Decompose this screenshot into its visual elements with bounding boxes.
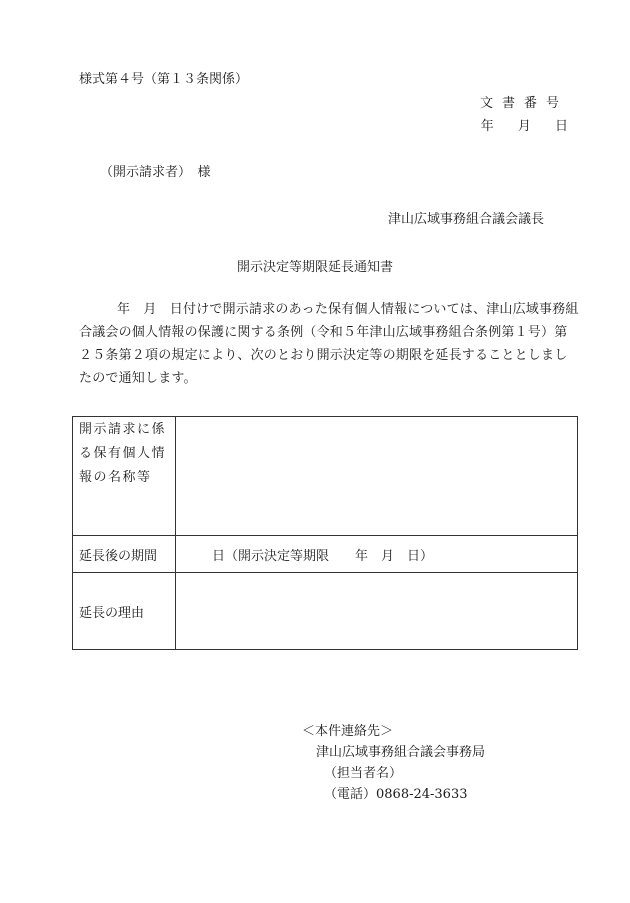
document-title: 開示決定等期限延長通知書: [236, 260, 393, 275]
table-row: [73, 536, 578, 573]
document-date-label: 年 月 日: [480, 119, 568, 134]
document-number-label: 文書番号: [479, 96, 568, 111]
extension-period-label: 延長後の期間: [73, 536, 176, 573]
extension-period-value: 日（開示決定等期限 年 月 日）: [212, 548, 434, 564]
contact-heading: ＜本件連絡先＞: [302, 724, 394, 739]
contact-org: 津山広域事務組合議会事務局: [316, 745, 486, 760]
extension-reason-value: [176, 573, 578, 650]
contact-block: [302, 721, 485, 805]
info-name-value: [176, 417, 578, 536]
sender: 津山広域事務組合議会議長: [387, 212, 544, 227]
recipient: （開示請求者） 様: [100, 165, 211, 180]
body-text: 年 月 日付けで開示請求のあった保有個人情報については、津山広域事務組合議会の個人情報の保護に関する条例（令和５年津山広域事務組合条例第１号）第２５条第２項の規定により、次のとおり開示決定等の期限を延長することとしましたので通知します。: [79, 302, 579, 386]
extension-reason-label: 延長の理由: [73, 573, 176, 650]
extension-period-cell: [176, 536, 578, 573]
contact-phone: （電話）0868-24-3633: [324, 787, 468, 802]
table-row: [73, 573, 578, 650]
table-row: [73, 417, 578, 536]
contact-person: （担当者名）: [324, 766, 403, 781]
info-name-label: 開示請求に係る保有個人情報の名称等: [73, 417, 176, 536]
info-table: [72, 416, 578, 650]
form-number: 様式第４号（第１３条関係）: [79, 72, 249, 87]
